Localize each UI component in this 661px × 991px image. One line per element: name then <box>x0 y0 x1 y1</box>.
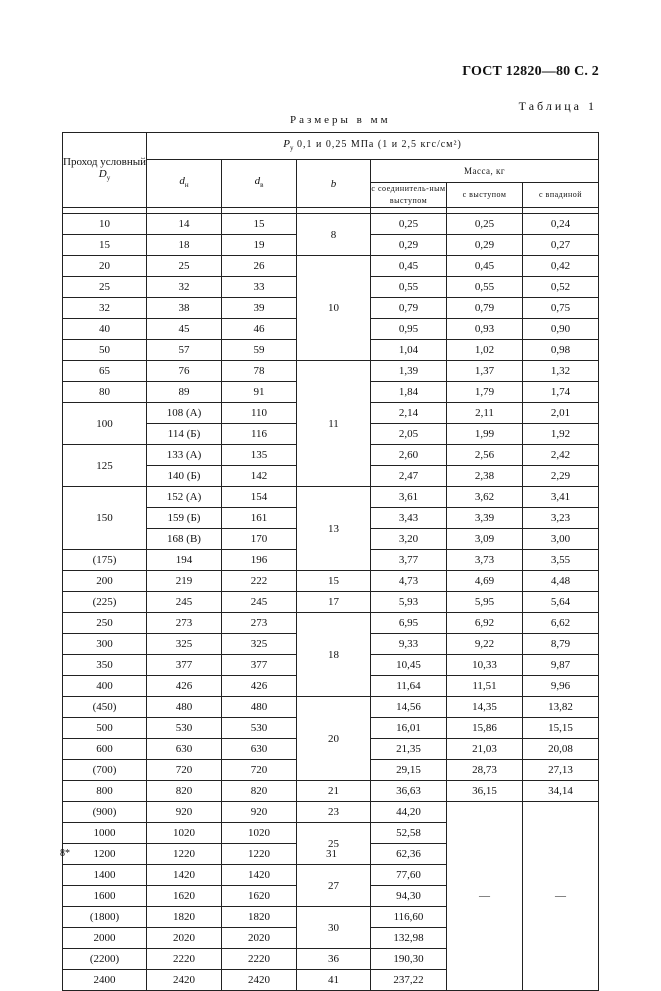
cell-passage: (225) <box>63 592 147 613</box>
cell-mass-protrusion: 3,39 <box>447 508 523 529</box>
cell-b: 11 <box>297 361 371 487</box>
table-row <box>63 214 599 235</box>
cell-mass-connector: 2,05 <box>371 424 447 445</box>
cell-mass-protrusion: 21,03 <box>447 739 523 760</box>
cell-b: 25 <box>297 823 371 865</box>
cell-b: 21 <box>297 781 371 802</box>
cell-mass-connector: 62,36 <box>371 844 447 865</box>
cell-mass-protrusion: 3,62 <box>447 487 523 508</box>
cell-dn: 57 <box>147 340 222 361</box>
cell-mass-recess: 0,90 <box>523 319 599 340</box>
cell-dn: 920 <box>147 802 222 823</box>
header-passage-subscript: у <box>106 174 111 183</box>
cell-dn: 152 (А) <box>147 487 222 508</box>
cell-passage: 80 <box>63 382 147 403</box>
table-row <box>63 487 599 508</box>
cell-mass-recess: 1,32 <box>523 361 599 382</box>
cell-mass-protrusion: 0,29 <box>447 235 523 256</box>
cell-passage: 32 <box>63 298 147 319</box>
cell-dn: 1620 <box>147 886 222 907</box>
cell-b: 41 <box>297 970 371 991</box>
cell-dv: 1420 <box>222 865 297 886</box>
cell-dn: 530 <box>147 718 222 739</box>
cell-dn: 2420 <box>147 970 222 991</box>
cell-mass-recess: 0,75 <box>523 298 599 319</box>
cell-mass-recess-dash: — <box>523 802 599 991</box>
cell-b: 20 <box>297 697 371 781</box>
cell-mass-protrusion: 1,79 <box>447 382 523 403</box>
cell-mass-recess: 1,92 <box>523 424 599 445</box>
header-passage <box>63 133 147 208</box>
cell-mass-recess: 0,27 <box>523 235 599 256</box>
cell-dv: 820 <box>222 781 297 802</box>
cell-passage: 250 <box>63 613 147 634</box>
cell-mass-connector: 44,20 <box>371 802 447 823</box>
cell-dv: 39 <box>222 298 297 319</box>
cell-mass-recess: 3,41 <box>523 487 599 508</box>
cell-mass-connector: 237,22 <box>371 970 447 991</box>
cell-mass-recess: 3,23 <box>523 508 599 529</box>
cell-passage: 150 <box>63 487 147 550</box>
cell-b: 17 <box>297 592 371 613</box>
cell-passage: 200 <box>63 571 147 592</box>
header-mass-recess: с впадиной <box>523 183 599 208</box>
header-mass-protrusion: с выступом <box>447 183 523 208</box>
cell-mass-connector: 94,30 <box>371 886 447 907</box>
cell-mass-connector: 0,45 <box>371 256 447 277</box>
cell-dn: 159 (Б) <box>147 508 222 529</box>
cell-passage: 1000 <box>63 823 147 844</box>
cell-mass-recess: 13,82 <box>523 697 599 718</box>
cell-mass-protrusion: 11,51 <box>447 676 523 697</box>
cell-dn: 820 <box>147 781 222 802</box>
cell-dn: 1820 <box>147 907 222 928</box>
header-pressure-subscript: у <box>289 144 294 153</box>
cell-passage: (1800) <box>63 907 147 928</box>
cell-dv: 1820 <box>222 907 297 928</box>
cell-passage: 1200 <box>63 844 147 865</box>
cell-dn: 1020 <box>147 823 222 844</box>
cell-mass-connector: 0,79 <box>371 298 447 319</box>
header-dv <box>222 160 297 208</box>
cell-passage: 125 <box>63 445 147 487</box>
cell-b: 30 <box>297 907 371 949</box>
table-row <box>63 256 599 277</box>
cell-dn: 45 <box>147 319 222 340</box>
cell-mass-protrusion: 10,33 <box>447 655 523 676</box>
cell-mass-recess: 27,13 <box>523 760 599 781</box>
cell-dv: 2220 <box>222 949 297 970</box>
cell-passage: 800 <box>63 781 147 802</box>
cell-mass-connector: 0,25 <box>371 214 447 235</box>
cell-passage: 1400 <box>63 865 147 886</box>
cell-b: 13 <box>297 487 371 571</box>
cell-passage: 10 <box>63 214 147 235</box>
cell-dn: 114 (Б) <box>147 424 222 445</box>
cell-mass-connector: 0,55 <box>371 277 447 298</box>
cell-mass-connector: 3,43 <box>371 508 447 529</box>
cell-passage: (450) <box>63 697 147 718</box>
cell-mass-recess: 1,74 <box>523 382 599 403</box>
cell-dv: 59 <box>222 340 297 361</box>
cell-mass-protrusion: 2,56 <box>447 445 523 466</box>
cell-mass-protrusion: 0,93 <box>447 319 523 340</box>
cell-mass-protrusion: 28,73 <box>447 760 523 781</box>
header-mass-connector: с соединитель-ным выступом <box>371 183 447 208</box>
cell-b: 27 <box>297 865 371 907</box>
cell-passage: 40 <box>63 319 147 340</box>
table-row <box>63 361 599 382</box>
cell-mass-connector: 9,33 <box>371 634 447 655</box>
cell-dv: 2420 <box>222 970 297 991</box>
cell-mass-connector: 116,60 <box>371 907 447 928</box>
cell-b: 18 <box>297 613 371 697</box>
header-pressure-symbol: P <box>283 137 290 150</box>
cell-dn: 32 <box>147 277 222 298</box>
table-caption: Размеры в мм <box>290 114 391 126</box>
cell-mass-recess: 20,08 <box>523 739 599 760</box>
cell-mass-recess: 2,01 <box>523 403 599 424</box>
cell-dv: 2020 <box>222 928 297 949</box>
cell-dn: 1220 <box>147 844 222 865</box>
cell-passage: 25 <box>63 277 147 298</box>
cell-passage: (700) <box>63 760 147 781</box>
cell-dn: 1420 <box>147 865 222 886</box>
cell-mass-connector: 36,63 <box>371 781 447 802</box>
cell-dn: 140 (Б) <box>147 466 222 487</box>
cell-mass-connector: 6,95 <box>371 613 447 634</box>
cell-dn: 377 <box>147 655 222 676</box>
header-dn-subscript: н <box>184 181 189 190</box>
cell-dv: 135 <box>222 445 297 466</box>
table-row <box>63 802 599 823</box>
cell-b: 36 <box>297 949 371 970</box>
table-row <box>63 571 599 592</box>
cell-mass-recess: 6,62 <box>523 613 599 634</box>
cell-mass-connector: 190,30 <box>371 949 447 970</box>
cell-mass-connector: 1,84 <box>371 382 447 403</box>
cell-mass-connector: 52,58 <box>371 823 447 844</box>
cell-dv: 170 <box>222 529 297 550</box>
cell-dn: 219 <box>147 571 222 592</box>
cell-mass-recess: 2,42 <box>523 445 599 466</box>
cell-dn: 76 <box>147 361 222 382</box>
cell-mass-recess: 34,14 <box>523 781 599 802</box>
dimensions-table <box>62 132 599 991</box>
cell-passage: 100 <box>63 403 147 445</box>
cell-dv: 1020 <box>222 823 297 844</box>
cell-mass-protrusion: 0,79 <box>447 298 523 319</box>
cell-mass-protrusion: 4,69 <box>447 571 523 592</box>
cell-dn: 2220 <box>147 949 222 970</box>
header-b: b <box>297 160 371 208</box>
cell-dv: 91 <box>222 382 297 403</box>
cell-dv: 530 <box>222 718 297 739</box>
cell-passage: 20 <box>63 256 147 277</box>
cell-passage: 15 <box>63 235 147 256</box>
cell-dv: 46 <box>222 319 297 340</box>
header-pressure <box>147 133 599 160</box>
cell-dv: 110 <box>222 403 297 424</box>
table-row <box>63 613 599 634</box>
cell-dv: 1220 <box>222 844 297 865</box>
cell-passage: (2200) <box>63 949 147 970</box>
table-row <box>63 592 599 613</box>
cell-dv: 78 <box>222 361 297 382</box>
cell-b: 8 <box>297 214 371 256</box>
cell-mass-connector: 77,60 <box>371 865 447 886</box>
table-row <box>63 697 599 718</box>
cell-mass-protrusion: 0,25 <box>447 214 523 235</box>
cell-mass-recess: 3,00 <box>523 529 599 550</box>
cell-mass-protrusion: 0,55 <box>447 277 523 298</box>
cell-mass-connector: 29,15 <box>371 760 447 781</box>
cell-mass-protrusion: 1,99 <box>447 424 523 445</box>
cell-passage: (900) <box>63 802 147 823</box>
cell-dv: 15 <box>222 214 297 235</box>
cell-mass-recess: 8,79 <box>523 634 599 655</box>
cell-mass-protrusion: 6,92 <box>447 613 523 634</box>
cell-mass-connector: 1,04 <box>371 340 447 361</box>
cell-dn: 108 (А) <box>147 403 222 424</box>
cell-dv: 377 <box>222 655 297 676</box>
cell-dv: 222 <box>222 571 297 592</box>
cell-dn: 426 <box>147 676 222 697</box>
cell-passage: 600 <box>63 739 147 760</box>
cell-dn: 720 <box>147 760 222 781</box>
cell-mass-connector: 3,77 <box>371 550 447 571</box>
cell-mass-recess: 5,64 <box>523 592 599 613</box>
cell-dv: 920 <box>222 802 297 823</box>
cell-dn: 273 <box>147 613 222 634</box>
cell-mass-connector: 21,35 <box>371 739 447 760</box>
cell-dv: 480 <box>222 697 297 718</box>
cell-dv: 19 <box>222 235 297 256</box>
cell-mass-protrusion: 1,02 <box>447 340 523 361</box>
cell-dv: 154 <box>222 487 297 508</box>
cell-dn: 630 <box>147 739 222 760</box>
cell-passage: 50 <box>63 340 147 361</box>
cell-mass-connector: 10,45 <box>371 655 447 676</box>
cell-mass-connector: 1,39 <box>371 361 447 382</box>
cell-dn: 2020 <box>147 928 222 949</box>
cell-dv: 1620 <box>222 886 297 907</box>
cell-dn: 25 <box>147 256 222 277</box>
document-header: ГОСТ 12820—80 С. 2 <box>462 64 599 79</box>
cell-passage: (175) <box>63 550 147 571</box>
cell-mass-connector: 14,56 <box>371 697 447 718</box>
header-dv-subscript: в <box>260 181 264 190</box>
cell-passage: 2000 <box>63 928 147 949</box>
cell-dn: 133 (А) <box>147 445 222 466</box>
cell-mass-recess: 0,52 <box>523 277 599 298</box>
cell-dn: 245 <box>147 592 222 613</box>
cell-dv: 196 <box>222 550 297 571</box>
header-dv-symbol: d <box>254 175 261 188</box>
cell-dn: 194 <box>147 550 222 571</box>
cell-mass-recess: 2,29 <box>523 466 599 487</box>
cell-mass-recess: 15,15 <box>523 718 599 739</box>
cell-b: 10 <box>297 256 371 361</box>
cell-dv: 273 <box>222 613 297 634</box>
table-row <box>63 781 599 802</box>
cell-mass-connector: 4,73 <box>371 571 447 592</box>
cell-mass-connector: 2,60 <box>371 445 447 466</box>
header-passage-symbol: D <box>98 167 107 180</box>
cell-mass-recess: 0,24 <box>523 214 599 235</box>
cell-b: 15 <box>297 571 371 592</box>
cell-mass-connector: 3,61 <box>371 487 447 508</box>
cell-mass-connector: 11,64 <box>371 676 447 697</box>
cell-mass-connector: 3,20 <box>371 529 447 550</box>
cell-dv: 720 <box>222 760 297 781</box>
cell-mass-connector: 2,14 <box>371 403 447 424</box>
cell-mass-protrusion: 14,35 <box>447 697 523 718</box>
cell-passage: 2400 <box>63 970 147 991</box>
cell-mass-protrusion: 36,15 <box>447 781 523 802</box>
cell-passage: 1600 <box>63 886 147 907</box>
cell-b: 23 <box>297 802 371 823</box>
cell-dv: 142 <box>222 466 297 487</box>
cell-dv: 161 <box>222 508 297 529</box>
cell-passage: 65 <box>63 361 147 382</box>
cell-mass-recess: 9,87 <box>523 655 599 676</box>
cell-mass-protrusion-dash: — <box>447 802 523 991</box>
cell-dn: 168 (В) <box>147 529 222 550</box>
cell-mass-protrusion: 15,86 <box>447 718 523 739</box>
cell-mass-recess: 0,42 <box>523 256 599 277</box>
cell-passage: 400 <box>63 676 147 697</box>
cell-mass-recess: 4,48 <box>523 571 599 592</box>
header-passage-label: Проход условный <box>63 155 147 168</box>
cell-dn: 18 <box>147 235 222 256</box>
cell-dv: 630 <box>222 739 297 760</box>
cell-mass-protrusion: 0,45 <box>447 256 523 277</box>
cell-dv: 116 <box>222 424 297 445</box>
cell-mass-connector: 0,95 <box>371 319 447 340</box>
cell-passage: 500 <box>63 718 147 739</box>
cell-mass-connector: 132,98 <box>371 928 447 949</box>
table-body <box>63 214 599 991</box>
cell-passage: 350 <box>63 655 147 676</box>
cell-dn: 14 <box>147 214 222 235</box>
cell-mass-protrusion: 3,09 <box>447 529 523 550</box>
page-number: 31 <box>326 848 337 860</box>
cell-dn: 325 <box>147 634 222 655</box>
header-dn <box>147 160 222 208</box>
cell-mass-connector: 16,01 <box>371 718 447 739</box>
cell-mass-connector: 2,47 <box>371 466 447 487</box>
cell-dv: 426 <box>222 676 297 697</box>
cell-dn: 89 <box>147 382 222 403</box>
header-pressure-text: 0,1 и 0,25 МПа (1 и 2,5 кгс/см²) <box>293 138 462 150</box>
cell-passage: 300 <box>63 634 147 655</box>
table-label: Таблица 1 <box>518 99 597 113</box>
cell-mass-recess: 3,55 <box>523 550 599 571</box>
cell-mass-recess: 0,98 <box>523 340 599 361</box>
cell-mass-protrusion: 2,11 <box>447 403 523 424</box>
cell-mass-protrusion: 2,38 <box>447 466 523 487</box>
header-mass: Масса, кг <box>371 160 599 183</box>
cell-dn: 480 <box>147 697 222 718</box>
cell-dv: 33 <box>222 277 297 298</box>
cell-mass-protrusion: 3,73 <box>447 550 523 571</box>
cell-mass-connector: 5,93 <box>371 592 447 613</box>
header-dn-symbol: d <box>179 175 185 188</box>
cell-mass-recess: 9,96 <box>523 676 599 697</box>
cell-mass-protrusion: 1,37 <box>447 361 523 382</box>
cell-dv: 325 <box>222 634 297 655</box>
footer-signature: 8* <box>60 848 70 859</box>
cell-dv: 26 <box>222 256 297 277</box>
cell-mass-connector: 0,29 <box>371 235 447 256</box>
cell-dv: 245 <box>222 592 297 613</box>
cell-dn: 38 <box>147 298 222 319</box>
cell-mass-protrusion: 9,22 <box>447 634 523 655</box>
cell-mass-protrusion: 5,95 <box>447 592 523 613</box>
